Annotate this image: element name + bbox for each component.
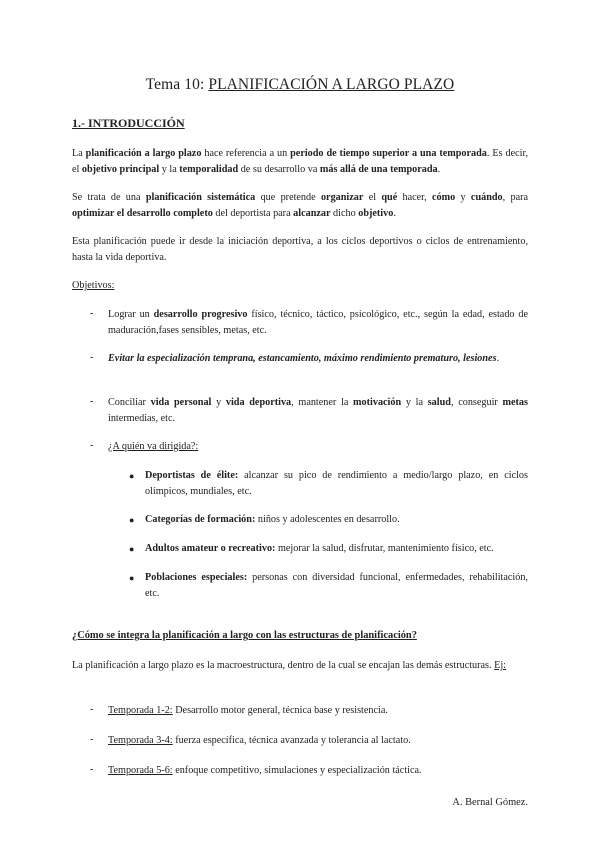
target-item: Adultos amateur o recreativo: mejorar la salud, disfrutar, mantenimiento físico, etc. [145, 543, 494, 554]
dash-marker: - [90, 734, 94, 745]
bullet-marker: ● [129, 544, 135, 554]
objetivos-label: Objetivos: [72, 280, 115, 291]
temporada-item: Temporada 5-6: enfoque competitivo, simulaciones y especialización táctica. [108, 765, 422, 776]
objective-item: Lograr un desarrollo progresivo físico, técnico, táctico, psicológico, etc., según la edad, estado de maduración,fases sensibles, metas, etc. [108, 309, 529, 336]
temporada-item: Temporada 3-4: fuerza específica, técnica avanzada y tolerancia al lactato. [108, 735, 411, 746]
bullet-marker: ● [129, 471, 135, 481]
author-signature: A. Bernal Gómez. [452, 797, 528, 808]
intro-paragraph-1: La planificación a largo plazo hace referencia a un periodo de tiempo superior a una temporada. Es decir, el objetivo principal y la temporalidad de su desarrollo va más allá de una temporada. [72, 148, 528, 175]
dash-marker: - [90, 308, 94, 319]
target-item: Deportistas de élite: alcanzar su pico de rendimiento a medio/largo plazo, en ciclos olímpicos, mundiales, etc. [145, 470, 528, 497]
integration-paragraph: La planificación a largo plazo es la macroestructura, dentro de la cual se encajan las demás estructuras. Ej: [72, 660, 507, 671]
temporada-item: Temporada 1-2: Desarrollo motor general, técnica base y resistencia. [108, 705, 388, 716]
target-item: Poblaciones especiales: personas con diversidad funcional, enfermedades, rehabilitación, etc. [145, 572, 528, 599]
dash-marker: - [90, 352, 94, 363]
integration-question-heading: ¿Cómo se integra la planificación a largo con las estructuras de planificación? [72, 630, 417, 641]
objective-item: Conciliar vida personal y vida deportiva, mantener la motivación y la salud, conseguir metas intermedias, etc. [108, 397, 528, 424]
dash-marker: - [90, 764, 94, 775]
objective-item: ¿A quién va dirigida?: [108, 441, 199, 452]
bullet-marker: ● [129, 573, 135, 583]
intro-paragraph-3: Esta planificación puede ir desde la iniciación deportiva, a los ciclos deportivos o ciclos de entrenamiento, hasta la vida deportiva. [72, 236, 528, 263]
dash-marker: - [90, 396, 94, 407]
dash-marker: - [90, 440, 94, 451]
objective-item: Evitar la especialización temprana, estancamiento, máximo rendimiento prematuro, lesiones. [108, 353, 500, 364]
title-main: PLANIFICACIÓN A LARGO PLAZO [208, 76, 455, 93]
dash-marker: - [90, 704, 94, 715]
target-item: Categorías de formación: niños y adolescentes en desarrollo. [145, 514, 400, 525]
title-prefix: Tema 10: [145, 76, 209, 93]
intro-paragraph-2: Se trata de una planificación sistemática que pretende organizar el qué hacer, cómo y cuándo, para optimizar el desarrollo completo del deportista para alcanzar dicho objetivo. [72, 192, 529, 219]
section-heading-introduccion: 1.- INTRODUCCIÓN [72, 116, 185, 130]
bullet-marker: ● [129, 515, 135, 525]
document-title [0, 76, 600, 94]
